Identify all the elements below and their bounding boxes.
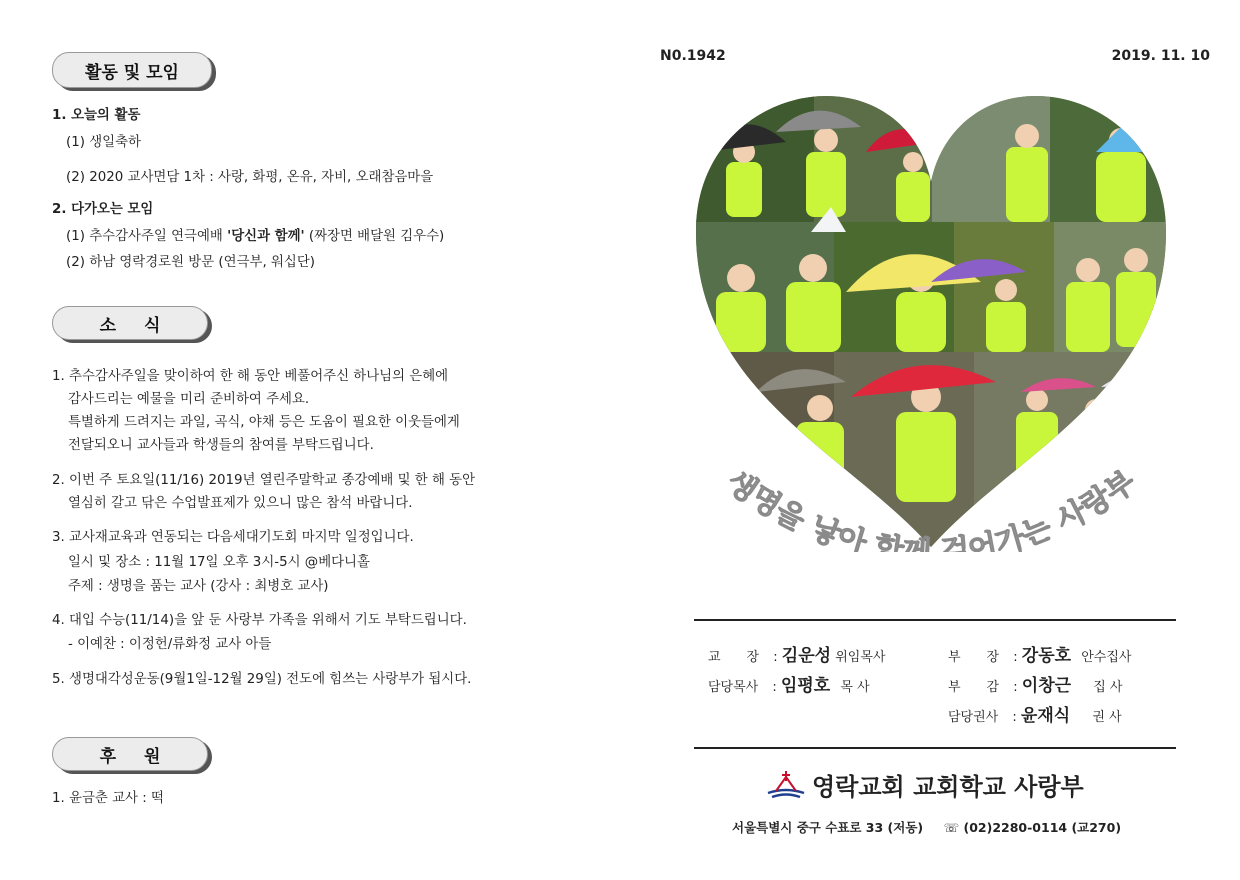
section-title-support: 후원 (52, 737, 208, 771)
church-name (766, 767, 1084, 802)
staff-label: 부 감 (948, 680, 1000, 695)
staff-sep: : (772, 680, 777, 695)
upcoming-item-1-post: (짜장면 배달원 김우수) (304, 229, 445, 244)
staff-name: 윤재식 (1020, 706, 1071, 726)
staff-name: 이창근 (1021, 676, 1072, 696)
staff-sep: : (1013, 680, 1018, 695)
heart-collage-svg (696, 92, 1166, 552)
staff-title: 목 사 (840, 680, 870, 695)
divider-bottom (694, 747, 1176, 749)
heart-photo-collage (696, 92, 1166, 552)
news-line: 일시 및 장소 : 11월 17일 오후 3시-5시 @베다니홀 (68, 555, 370, 570)
news-line: 열심히 갈고 닦은 수업발표제가 있으니 많은 참석 바랍니다. (68, 496, 413, 511)
issue-number: N0.1942 (660, 48, 726, 64)
news-line: 4. 대입 수능(11/14)을 앞 둔 사랑부 가족을 위해서 기도 부탁드립니다. (52, 613, 467, 628)
staff-row-2-left (708, 671, 870, 696)
news-line: 전달되오니 교사들과 학생들의 참여를 부탁드립니다. (68, 438, 374, 453)
news-line: 감사드리는 예물을 미리 준비하여 주세요. (68, 392, 310, 407)
news-line: 3. 교사재교육과 연동되는 다음세대기도회 마지막 일정입니다. (52, 530, 414, 545)
staff-name: 김운성 (781, 646, 832, 666)
news-line: - 이예찬 : 이정헌/류화정 교사 아들 (68, 637, 272, 652)
staff-title: 권 사 (1092, 710, 1122, 725)
staff-title: 위임목사 (835, 650, 886, 665)
news-line: 2. 이번 주 토요일(11/16) 2019년 열린주말학교 종강예배 및 한 해 동안 (52, 473, 476, 488)
staff-row-1-left (708, 641, 885, 666)
upcoming-heading: 2. 다가오는 모임 (52, 202, 154, 217)
staff-row-3-right (948, 701, 1122, 726)
staff-name: 임평호 (780, 676, 831, 696)
divider-top (694, 619, 1176, 621)
address-text: 서울특별시 중구 수표로 33 (저동) (732, 820, 924, 835)
address-line (732, 818, 1121, 836)
staff-label: 담당권사 (948, 710, 999, 725)
staff-title: 안수집사 (1081, 650, 1132, 665)
upcoming-item-1-pre: (1) 추수감사주일 연극예배 (66, 229, 228, 244)
news-line: 특별하게 드려지는 과일, 곡식, 야채 등은 도움이 필요한 이웃들에게 (68, 415, 460, 430)
staff-name: 강동호 (1021, 646, 1072, 666)
news-line: 주제 : 생명을 품는 교사 (강사 : 최병호 교사) (68, 579, 329, 594)
staff-sep: : (1013, 650, 1018, 665)
telephone-icon: ☏ (943, 820, 960, 835)
play-title: '당신과 함께' (227, 229, 305, 244)
today-item: (2) 2020 교사면담 1차 : 사랑, 화평, 온유, 자비, 오래참음마을 (66, 170, 434, 185)
today-heading: 1. 오늘의 활동 (52, 108, 141, 123)
upcoming-item-2: (2) 하남 영락경로원 방문 (연극부, 워십단) (66, 255, 315, 270)
upcoming-item-1 (66, 227, 444, 247)
church-name-text: 영락교회 교회학교 사랑부 (812, 773, 1084, 801)
section-title-news: 소식 (52, 306, 208, 340)
staff-label: 교 장 (708, 650, 760, 665)
staff-row-1-right (948, 641, 1131, 666)
phone-number: (02)2280-0114 (교270) (963, 820, 1122, 835)
staff-title: 집 사 (1093, 680, 1123, 695)
staff-label: 부 장 (948, 650, 1000, 665)
support-item: 1. 윤금춘 교사 : 떡 (52, 791, 164, 806)
issue-date: 2019. 11. 10 (1111, 48, 1210, 64)
staff-sep: : (773, 650, 778, 665)
staff-row-2-right (948, 671, 1122, 696)
slogan-text: 생명을 낳아 함 걸어가는 사랑부 (719, 464, 1143, 552)
news-line: 1. 추수감사주일을 맞이하여 한 해 동안 베풀어주신 하나님의 은혜에 (52, 369, 449, 384)
today-item: (1) 생일축하 (66, 135, 141, 150)
section-title-activities: 활동 및 모임 (52, 52, 212, 88)
staff-label: 담당목사 (708, 680, 759, 695)
news-line: 5. 생명대각성운동(9월1일-12월 29일) 전도에 힘쓰는 사랑부가 됩시다. (52, 672, 472, 687)
staff-sep: : (1012, 710, 1017, 725)
church-logo-icon (766, 771, 806, 799)
